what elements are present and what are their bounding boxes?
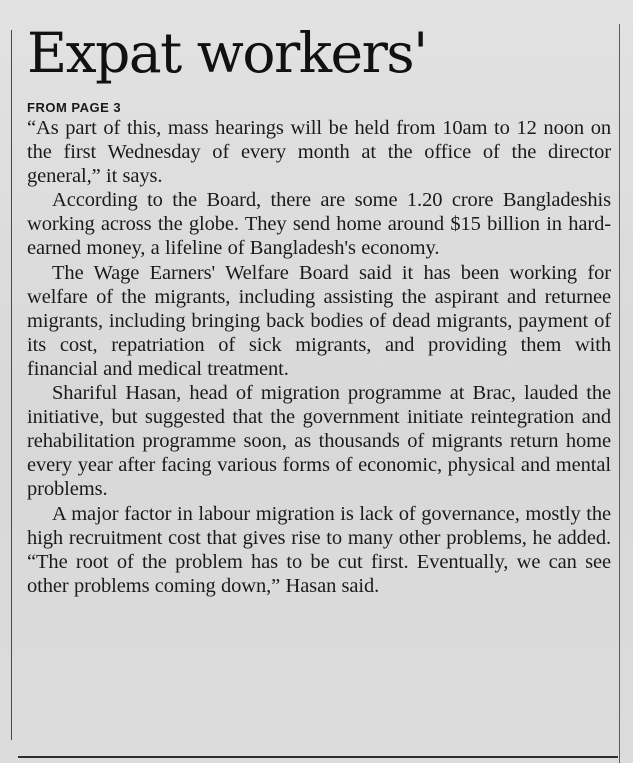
article-paragraph: Shariful Hasan, head of migration programme at Brac, lauded the initiative, but suggested that the government initiate reintegration and rehabilitation programme soon, as thousands of migrants return home every year after facing various forms of economic, physical and mental problems. [27, 382, 611, 501]
article-paragraph: A major factor in labour migration is lack of governance, mostly the high recruitment cost that gives rise to many other problems, he added. “The root of the problem has to be cut first. Eventually, we can see other problems coming down,” Hasan said. [27, 502, 611, 597]
article-paragraph: The Wage Earners' Welfare Board said it has been working for welfare of the migrants, including assisting the aspirant and returnee migrants, including bringing back bodies of dead migrants, payment of its cost, repatriation of sick migrants, and providing them with financial and medical treatment. [27, 261, 611, 380]
left-column-rule [11, 30, 12, 740]
bottom-rule [18, 756, 618, 758]
article-paragraph: “As part of this, mass hearings will be held from 10am to 12 noon on the first Wednesday of every month at the office of the director general,” it says. [27, 117, 611, 188]
article [27, 18, 611, 598]
continuation-kicker: FROM PAGE 3 [27, 100, 122, 115]
right-column-rule [619, 24, 620, 763]
article-paragraph: According to the Board, there are some 1.20 crore Bangladeshis working across the globe. They send home around $15 billion in hard-earned money, a lifeline of Bangladesh's economy. [27, 189, 611, 260]
headline: Expat workers' [27, 21, 427, 85]
